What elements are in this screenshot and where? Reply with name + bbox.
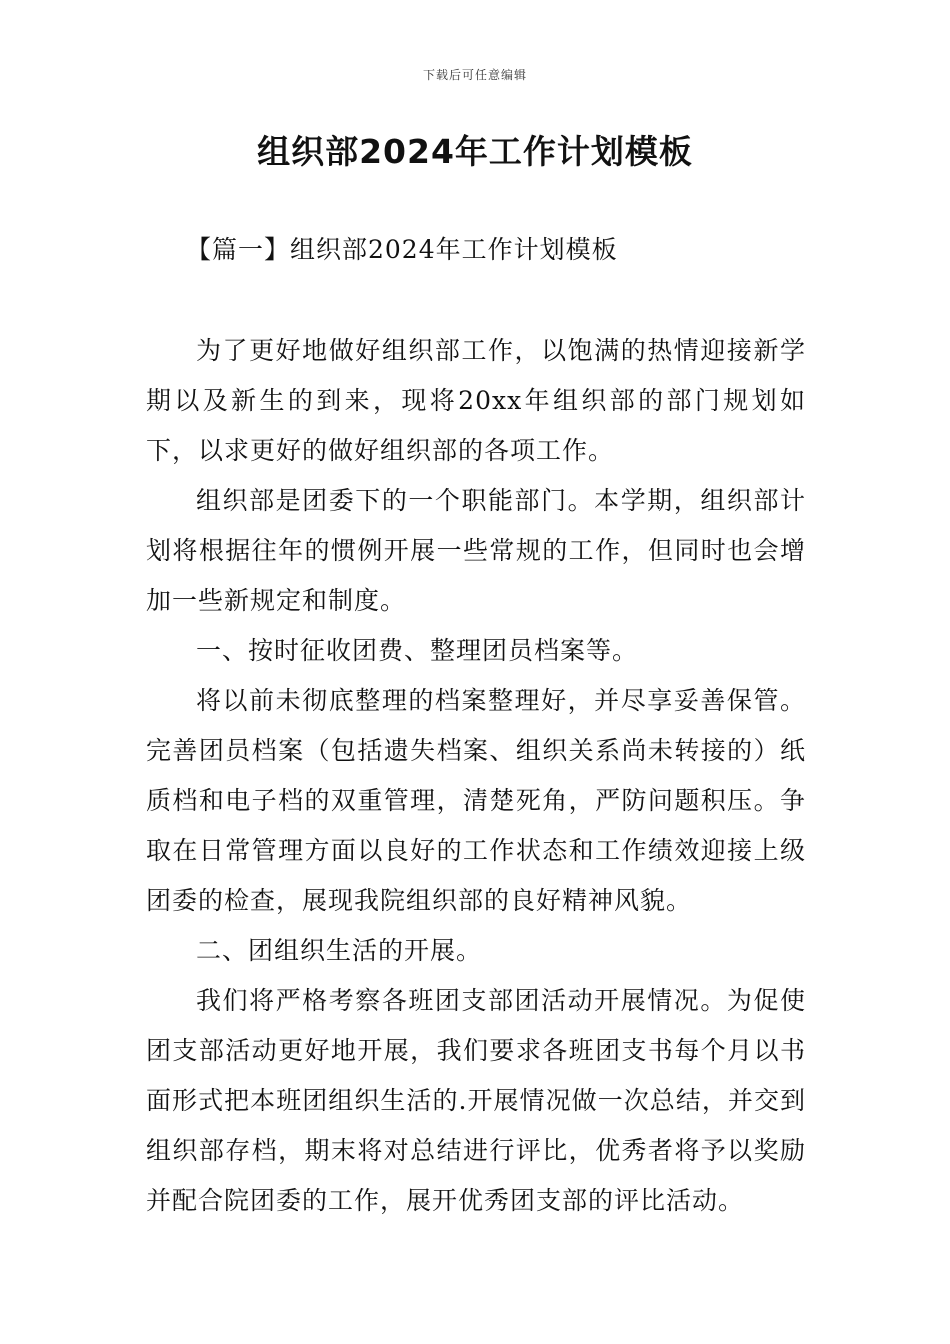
paragraph-item-one-heading: 一、按时征收团费、整理团员档案等。	[196, 636, 639, 665]
document-title: 组织部2024年工作计划模板	[257, 132, 693, 171]
paragraph-item-two-heading: 二、团组织生活的开展。	[196, 936, 483, 965]
header-note: 下载后可任意编辑	[422, 68, 527, 82]
paragraph-item-two-body: 我们将严格考察各班团支部团活动开展情况。为促使团支部活动更好地开展，我们要求各班团支书每个月以书面形式把本班团组织生活的.开展情况做一次总结，并交到组织部存档，期末将对总结进行评比，优秀者将予以奖励并配合院团委的工作，展开优秀团支部的评比活动。	[146, 986, 806, 1215]
section-heading: 【篇一】组织部2024年工作计划模板	[186, 235, 618, 264]
paragraph-item-one-body: 将以前未彻底整理的档案整理好，并尽享妥善保管。完善团员档案（包括遗失档案、组织关系尚未转接的）纸质档和电子档的双重管理，清楚死角，严防问题积压。争取在日常管理方面以良好的工作状态和工作绩效迎接上级团委的检查，展现我院组织部的良好精神风貌。	[146, 686, 806, 915]
document-body	[146, 326, 806, 1226]
paragraph-intro: 为了更好地做好组织部工作，以饱满的热情迎接新学期以及新生的到来，现将20xx年组织部的部门规划如下，以求更好的做好组织部的各项工作。	[146, 336, 806, 465]
paragraph-department: 组织部是团委下的一个职能部门。本学期，组织部计划将根据往年的惯例开展一些常规的工作，但同时也会增加一些新规定和制度。	[146, 486, 806, 615]
